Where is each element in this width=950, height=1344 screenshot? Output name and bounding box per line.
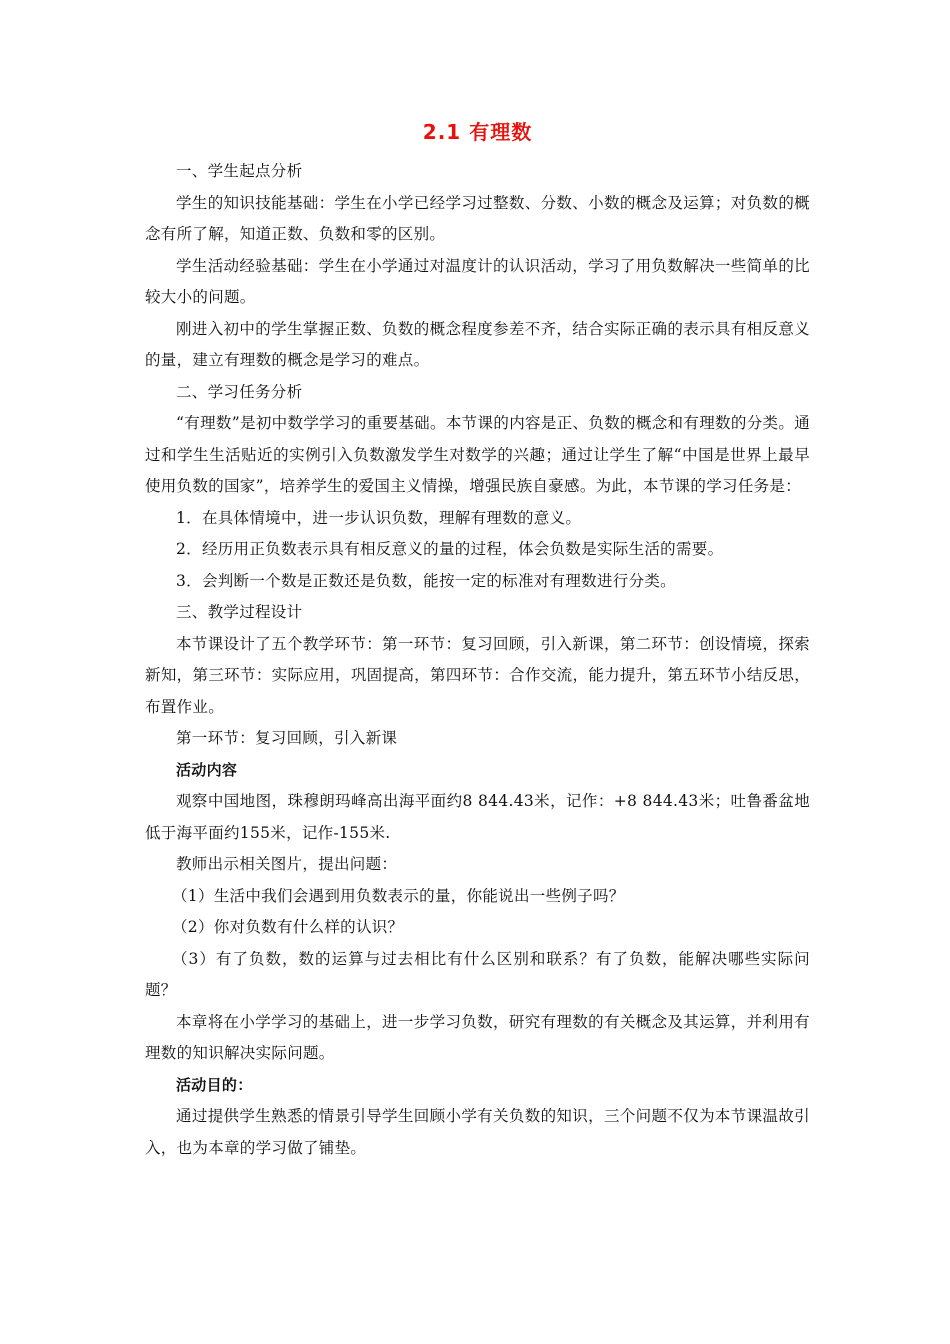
question-item: （1）生活中我们会遇到用负数表示的量，你能说出一些例子吗？ [172,886,625,905]
list-item: 3．会判断一个数是正数还是负数，能按一定的标准对有理数进行分类。 [176,571,676,590]
paragraph: 学生活动经验基础：学生在小学通过对温度计的认识活动，学习了用负数解决一些简单的比较大小的问题。 [145,256,810,306]
paragraph: 教师出示相关图片，提出问题： [176,855,398,873]
list-item: 1．在具体情境中，进一步认识负数，理解有理数的意义。 [176,508,582,527]
document-page [145,118,810,1164]
section-heading-1: 一、学生起点分析 [176,162,303,180]
activity-content-heading: 活动内容 [176,760,238,779]
paragraph: 刚进入初中的学生掌握正数、负数的概念程度参差不齐，结合实际正确的表示具有相反意义的量，建立有理数的概念是学习的难点。 [145,319,810,369]
document-title: 2.1 有理数 [422,120,533,144]
list-item: 2．经历用正负数表示具有相反意义的量的过程，体会负数是实际生活的需要。 [176,540,724,558]
activity-purpose-heading: 活动目的： [176,1075,253,1094]
section-heading-3: 三、教学过程设计 [176,603,303,621]
paragraph: 学生的知识技能基础：学生在小学已经学习过整数、分数、小数的概念及运算；对负数的概念有所了解，知道正数、负数和零的区别。 [145,193,810,243]
paragraph: 本章将在小学学习的基础上，进一步学习负数，研究有理数的有关概念及其运算，并利用有理数的知识解决实际问题。 [145,1012,810,1062]
question-item: （3）有了负数，数的运算与过去相比有什么区别和联系？有了负数，能解决哪些实际问题？ [145,949,810,999]
paragraph: 本节课设计了五个教学环节：第一环节：复习回顾，引入新课，第二环节：创设情境，探索新知，第三环节：实际应用，巩固提高，第四环节：合作交流，能力提升，第五环节小结反思，布置作业。 [145,634,810,716]
section-heading-2: 二、学习任务分析 [176,382,303,401]
subsection-heading: 第一环节：复习回顾，引入新课 [176,729,398,747]
paragraph: “有理数”是初中数学学习的重要基础。本节课的内容是正、负数的概念和有理数的分类。通过和学生生活贴近的实例引入负数激发学生对数学的兴趣；通过让学生了解“中国是世界上最早使用负数的国家”，培养学生的爱国主义情操，增强民族自豪感。为此，本节课的学习任务是： [145,414,810,495]
question-item: （2）你对负数有什么样的认识？ [172,918,404,936]
paragraph: 观察中国地图，珠穆朗玛峰高出海平面约8 844.43米，记作：+8 844.43米；吐鲁番盆地低于海平面约155米，记作-155米. [145,792,810,842]
paragraph: 通过提供学生熟悉的情景引导学生回顾小学有关负数的知识，三个问题不仅为本节课温故引入，也为本章的学习做了铺垫。 [145,1107,810,1157]
